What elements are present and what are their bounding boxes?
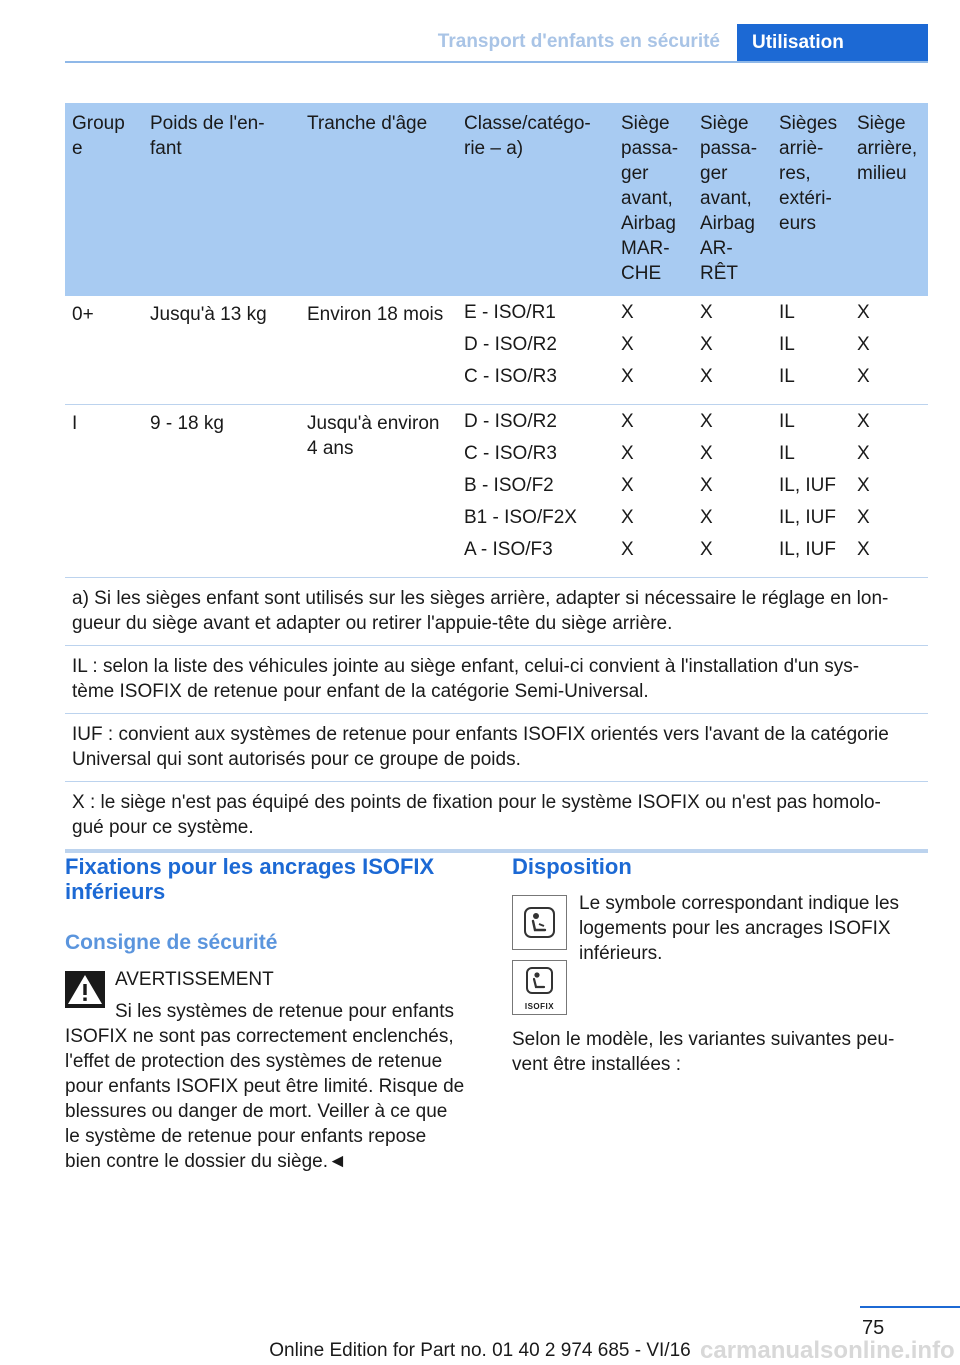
symbol-description: Le symbole correspondant indique les logements pour les ancrages ISOFIX inférieurs.: [579, 893, 900, 964]
class-value: C - ISO/R3: [464, 443, 557, 464]
cell-value: X: [621, 334, 634, 355]
table-note-row: [65, 714, 928, 782]
edition-line: Online Edition for Part no. 01 40 2 974 685 - VI/16: [269, 1340, 691, 1361]
footnote-x: X : le siège n'est pas équipé des points de fixation pour le système ISOFIX ou n'est pas homolo- gué pour ce système.: [65, 782, 928, 852]
cell-value: X: [621, 411, 634, 432]
footnote-iuf: IUF : convient aux systèmes de retenue pour enfants ISOFIX orientés vers l'avant de la catégorie Universal qui sont autorisés pour ce groupe de poids.: [65, 714, 928, 782]
front-airbag-off-cell: [693, 405, 772, 578]
table-header-row: [65, 103, 928, 296]
cell-value: X: [700, 366, 713, 387]
class-value: B1 - ISO/F2X: [464, 507, 577, 528]
cell-value: X: [700, 507, 713, 528]
column-header-label: Sièges arriè- res, extéri- eurs: [779, 113, 838, 234]
column-header-label: Classe/catégo- rie – a): [464, 113, 591, 159]
column-header-label: Poids de l'en- fant: [150, 113, 265, 159]
cell-value: X: [700, 334, 713, 355]
page-number: 75: [862, 1317, 885, 1339]
cell-value: IL, IUF: [779, 475, 837, 496]
variants-text: Selon le modèle, les variantes suivantes peu- vent être installées :: [512, 1029, 895, 1075]
column-header: [457, 103, 614, 296]
column-header-label: Siège passa- ger avant, Airbag AR- RÊT: [700, 113, 758, 284]
running-section-title: Transport d'enfants en sécurité: [437, 31, 720, 52]
header-rule: [65, 61, 928, 63]
cell-value: X: [700, 443, 713, 464]
cell-value: IL: [779, 302, 795, 323]
cell-value: X: [857, 507, 870, 528]
cell-value: X: [621, 539, 634, 560]
cell-value: IL, IUF: [779, 539, 837, 560]
table-note-row: [65, 646, 928, 714]
class-cell: [457, 405, 614, 578]
warning-text: ISOFIX ne sont pas correctement enclenchés, l'effet de protection des systèmes de retenue pour enfants ISOFIX peut être limité. Risque de blessures ou danger de mort. Veiller à ce que le système de retenue pour enfants repose bien contre le dossier du siège.◄: [65, 1026, 465, 1172]
cell-value: X: [857, 539, 870, 560]
cell-value: X: [621, 366, 634, 387]
cell-value: IL: [779, 334, 795, 355]
front-airbag-off-cell: [693, 296, 772, 405]
child-seat-icon: [513, 896, 566, 949]
section-title-disposition: Disposition: [512, 854, 632, 879]
section-title-isofix: Fixations pour les ancrages ISOFIX inférieurs: [65, 854, 435, 904]
class-value: C - ISO/R3: [464, 366, 557, 387]
column-header-label: Siège arrière, milieu: [857, 113, 918, 184]
front-airbag-on-cell: [614, 296, 693, 405]
cell-value: X: [857, 411, 870, 432]
weight-cell: 9 - 18 kg: [143, 405, 300, 578]
watermark: carmanualsonline.info: [700, 1337, 955, 1364]
table-row: [65, 296, 928, 405]
class-value: D - ISO/R2: [464, 334, 557, 355]
cell-value: X: [857, 475, 870, 496]
cell-value: X: [700, 302, 713, 323]
rear-outer-cell: [772, 296, 850, 405]
column-header-label: Group e: [72, 113, 125, 159]
cell-value: X: [621, 302, 634, 323]
isofix-table: [65, 103, 928, 853]
warning-heading: AVERTISSEMENT: [115, 969, 274, 990]
cell-value: IL, IUF: [779, 507, 837, 528]
cell-value: X: [857, 334, 870, 355]
subsection-title-safety: Consigne de sécurité: [65, 931, 278, 954]
table-note-row: [65, 782, 928, 852]
cell-value: IL: [779, 366, 795, 387]
cell-value: X: [700, 475, 713, 496]
cell-value: X: [857, 302, 870, 323]
table-row: [65, 405, 928, 578]
isofix-symbol: [512, 960, 567, 1015]
column-header-label: Tranche d'âge: [307, 113, 428, 134]
weight-cell: Jusqu'à 13 kg: [143, 296, 300, 405]
group-cell: 0+: [65, 296, 143, 405]
class-value: E - ISO/R1: [464, 302, 556, 323]
cell-value: X: [621, 443, 634, 464]
cell-value: X: [857, 443, 870, 464]
column-header: [850, 103, 928, 296]
class-value: D - ISO/R2: [464, 411, 557, 432]
column-header: [300, 103, 457, 296]
age-cell: Jusqu'à environ 4 ans: [300, 405, 457, 578]
class-value: B - ISO/F2: [464, 475, 554, 496]
cell-value: X: [700, 539, 713, 560]
column-header: [772, 103, 850, 296]
front-airbag-on-cell: [614, 405, 693, 578]
rear-middle-cell: [850, 405, 928, 578]
cell-value: IL: [779, 411, 795, 432]
child-seat-symbol: [512, 895, 567, 950]
cell-value: X: [621, 475, 634, 496]
class-value: A - ISO/F3: [464, 539, 553, 560]
rear-middle-cell: [850, 296, 928, 405]
column-header: [65, 103, 143, 296]
footer-rule: [860, 1306, 960, 1308]
cell-value: X: [700, 411, 713, 432]
column-header: [143, 103, 300, 296]
warning-triangle-icon: [65, 971, 105, 1008]
column-header-label: Siège passa- ger avant, Airbag MAR- CHE: [621, 113, 679, 284]
isofix-label: ISOFIX: [524, 1002, 555, 1011]
rear-outer-cell: [772, 405, 850, 578]
class-cell: [457, 296, 614, 405]
cell-value: X: [621, 507, 634, 528]
chapter-tab[interactable]: Utilisation: [737, 24, 928, 61]
footnote-il: IL : selon la liste des véhicules jointe au siège enfant, celui-ci convient à l'installation d'un sys- tème ISOFIX de retenue pour enfant de la catégorie Semi-Universal.: [65, 646, 928, 714]
group-cell: I: [65, 405, 143, 578]
table-note-row: [65, 578, 928, 646]
footnote-a: a) Si les sièges enfant sont utilisés sur les sièges arrière, adapter si nécessaire le réglage en lon- gueur du siège avant et adapter ou retirer l'appuie-tête du siège arrière.: [65, 578, 928, 646]
warning-text-first-line: Si les systèmes de retenue pour enfants: [115, 1001, 455, 1022]
cell-value: X: [857, 366, 870, 387]
column-header: [693, 103, 772, 296]
age-cell: Environ 18 mois: [300, 296, 457, 405]
column-header: [614, 103, 693, 296]
cell-value: IL: [779, 443, 795, 464]
